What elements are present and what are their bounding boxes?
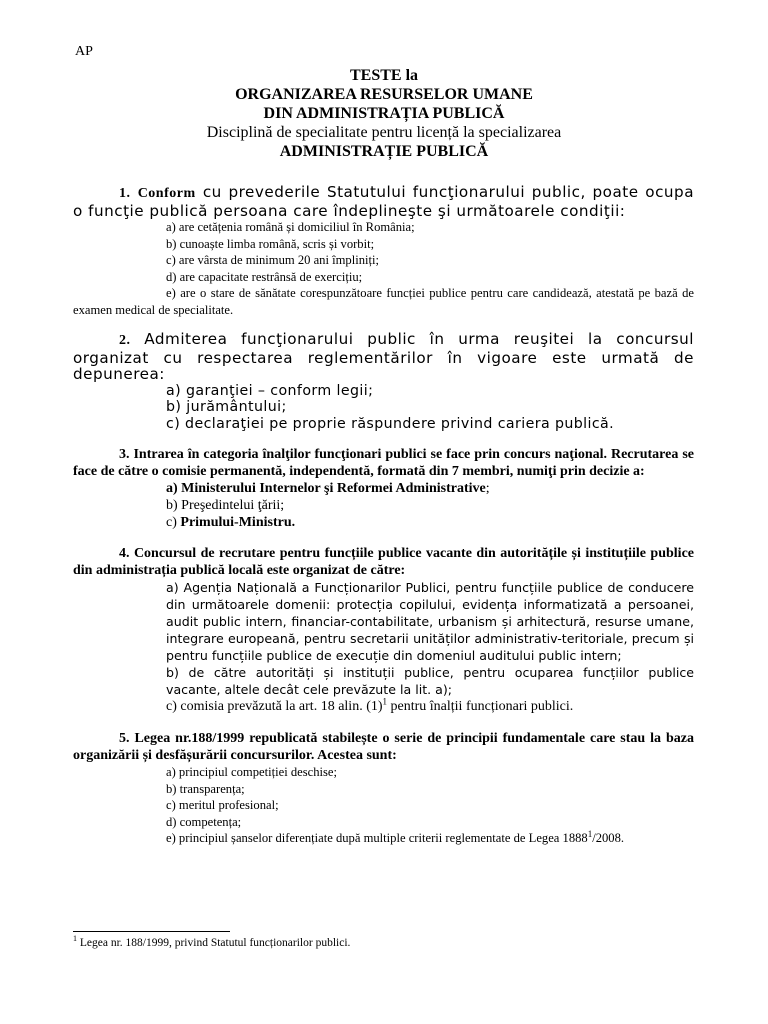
question-1-option-c: c) are vârsta de minimum 20 ani împliniți; (166, 253, 379, 267)
question-5-text: 5. Legea nr.188/1999 republicată stabilește o serie de principii fundamentale care stau la baza organizării și desfășurării concursurilor. Acestea sunt: (73, 731, 694, 763)
question-4-option-c-pre: c) comisia prevăzută la art. 18 alin. (1) (166, 699, 383, 714)
question-1 (73, 184, 694, 318)
title-line-4: Disciplină de specialitate pentru licență la specializarea (206, 124, 562, 141)
question-5-option-d: d) competența; (166, 814, 242, 829)
question-5-option-c: c) meritul profesional; (166, 798, 279, 812)
question-1-number: 1. (119, 186, 131, 201)
question-3-option-a (73, 480, 694, 497)
question-2-option-b: b) jurământului; (166, 399, 287, 415)
question-1-text (73, 184, 694, 219)
footnote-ref-2: 1 (587, 828, 593, 839)
question-2-body: Admiterea funcţionarului public în urma reuşitei la concursul organizat cu respectarea reglementărilor în vigoare este urmată de depunerea: (73, 330, 695, 383)
question-5-option-e-post: /2008. (592, 831, 625, 845)
question-3-option-c-bold: Primului-Ministru. (180, 515, 296, 530)
question-5-option-e-pre: e) principiul șanselor diferențiate după multiple criterii reglementate de Legea 1888 (166, 831, 588, 845)
question-4-text: 4. Concursul de recrutare pentru funcțiile publice vacante din autoritățile și instituțiile publice din administrația publică locală este organizat de către: (73, 546, 694, 578)
questions-body (73, 182, 694, 847)
title-line-1: TESTE la (349, 67, 419, 84)
question-4 (73, 545, 694, 715)
question-4-option-a: a) Agenția Națională a Funcționarilor Publici, pentru funcțiile publice de conducere din următoarele domenii: protecția copilului, evidența informatizată a persoanei, audit public intern, financiar-contabilitate, urbanism și arhitectură, resurse umane, integrare europeană, pentru secretarii unităților administrativ-teritoriale, precum și pentru funcțiile publice de execuție din domeniul auditului public intern; (166, 580, 694, 663)
question-4-option-c (166, 698, 694, 715)
question-3-option-b: b) Preşedintelui ţării; (166, 498, 285, 513)
question-5 (73, 730, 694, 847)
question-2-option-c: c) declaraţiei pe proprie răspundere privind cariera publică. (166, 415, 615, 432)
question-3-option-c-prefix: c) (166, 515, 181, 530)
corner-label: AP (75, 44, 93, 59)
question-3 (73, 446, 694, 531)
question-1-body: cu prevederile Statutului funcţionarului public, poate ocupa o funcţie publică persoana care îndeplineşte şi următoarele condiţii: (73, 183, 694, 220)
question-1-option-e: e) are o stare de sănătate corespunzătoare funcției publice pentru care candidează, atestată pe bază de examen medical de specialitate. (73, 286, 694, 317)
question-1-lead: Conform (137, 186, 196, 201)
question-4-option-c-post: pentru înalții funcționari publici. (387, 699, 574, 714)
question-1-option-a: a) are cetățenia română și domiciliul în România; (166, 220, 415, 234)
footnote-separator (73, 931, 230, 932)
question-5-option-a: a) principiul competiției deschise; (166, 765, 338, 779)
question-3-option-a-tail: ; (485, 481, 490, 496)
title-line-2: ORGANIZAREA RESURSELOR UMANE (235, 86, 533, 103)
question-1-option-d: d) are capacitate restrânsă de exercițiu; (166, 269, 363, 284)
question-4-options (73, 579, 694, 715)
question-2-option-a: a) garanţiei – conform legii; (166, 382, 374, 399)
question-4-option-b: b) de către autorități și instituții publice, pentru ocuparea funcțiilor publice vacante, altele decât cele prevăzute la lit. a); (166, 665, 694, 697)
question-2 (73, 331, 694, 432)
question-3-text: 3. Intrarea în categoria înalţilor funcţionari publici se face prin concurs naţional. Recrutarea se face de către o comisie permanentă, independentă, formată din 7 membri, numiţi prin decizie a: (73, 447, 694, 479)
question-2-number: 2. (119, 333, 131, 348)
title-block (0, 66, 768, 161)
footnote-text: Legea nr. 188/1999, privind Statutul funcționarilor publici. (77, 937, 351, 949)
footnote (73, 934, 351, 949)
title-line-5: ADMINISTRAȚIE PUBLICĂ (279, 143, 489, 160)
question-1-option-b: b) cunoaște limba română, scris și vorbit; (166, 236, 375, 251)
question-3-option-a-bold: a) Ministerului Internelor şi Reformei Administrative (166, 481, 486, 496)
title-line-3: DIN ADMINISTRAȚIA PUBLICĂ (263, 105, 505, 122)
question-3-option-c (73, 514, 694, 531)
footnote-ref-1: 1 (382, 696, 388, 707)
question-2-text (73, 331, 694, 383)
question-5-option-e (73, 830, 694, 847)
question-5-option-b: b) transparența; (166, 781, 245, 796)
footnote-mark: 1 (73, 934, 77, 944)
